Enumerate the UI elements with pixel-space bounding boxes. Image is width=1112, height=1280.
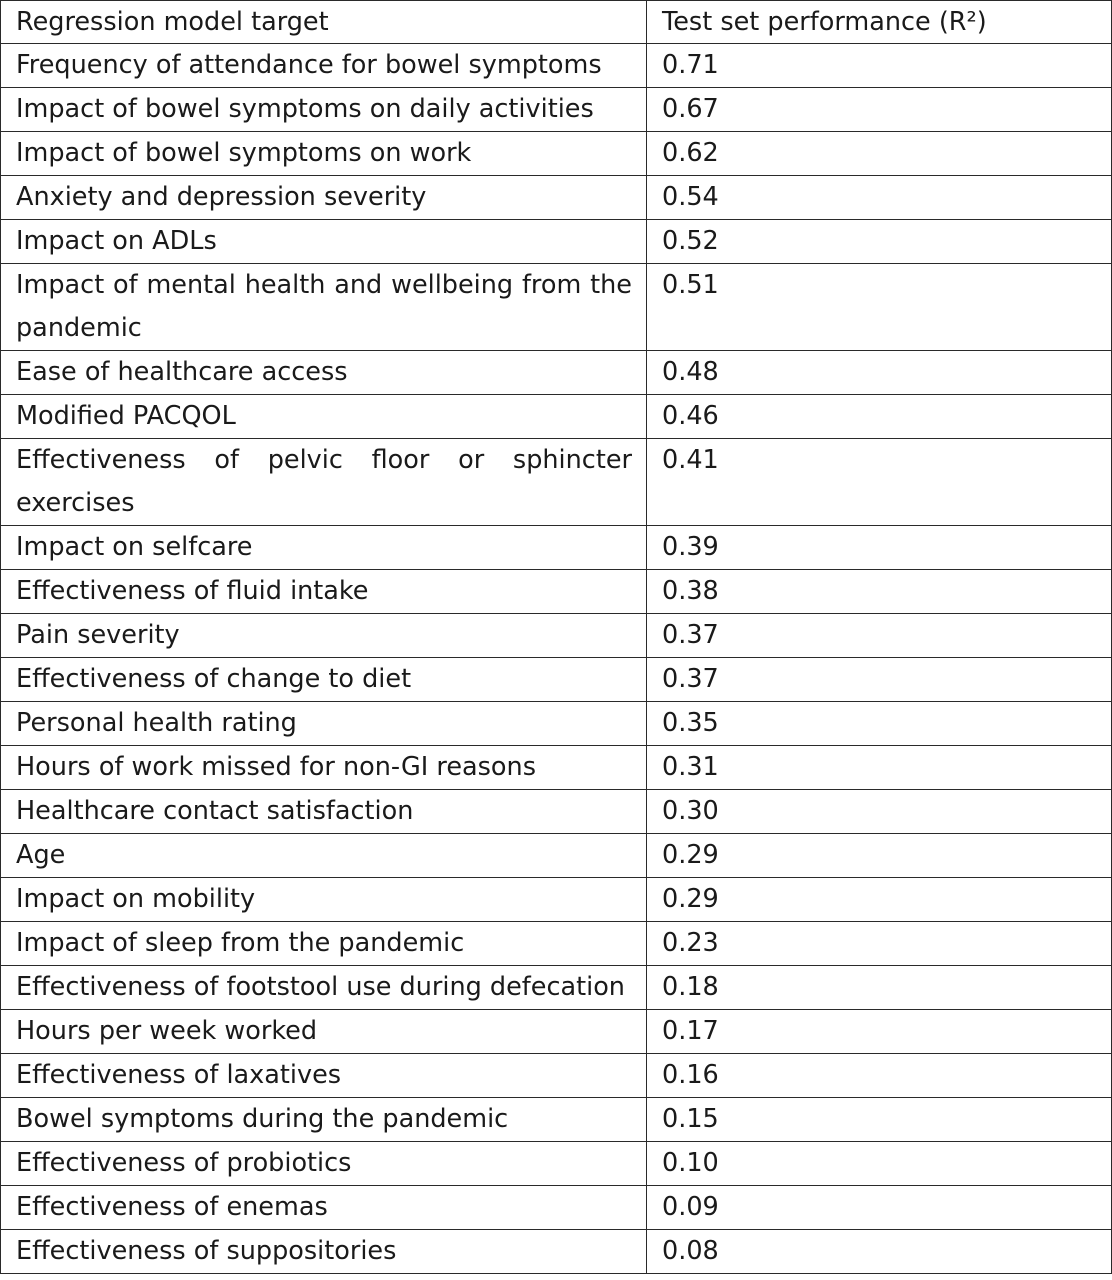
header-row [1,1,1112,44]
target-cell: Age [1,834,647,878]
table-row [1,395,1112,439]
target-cell: Bowel symptoms during the pandemic [1,1098,647,1142]
table-row [1,570,1112,614]
r2-cell: 0.16 [647,1054,1112,1098]
table-row [1,526,1112,570]
target-cell: Ease of healthcare access [1,351,647,395]
target-cell: Healthcare contact satisfaction [1,790,647,834]
table-row [1,132,1112,176]
target-cell: Impact of bowel symptoms on daily activities [1,88,647,132]
target-cell: Personal health rating [1,702,647,746]
r2-cell: 0.10 [647,1142,1112,1186]
r2-cell: 0.67 [647,88,1112,132]
r2-cell: 0.62 [647,132,1112,176]
table-row [1,614,1112,658]
target-cell: Impact of bowel symptoms on work [1,132,647,176]
r2-cell: 0.08 [647,1230,1112,1274]
target-cell: Effectiveness of probiotics [1,1142,647,1186]
target-cell: Effectiveness of suppositories [1,1230,647,1274]
r2-cell: 0.31 [647,746,1112,790]
r2-cell: 0.39 [647,526,1112,570]
target-cell: Effectiveness of footstool use during defecation [1,966,647,1010]
target-cell: Pain severity [1,614,647,658]
table-row [1,176,1112,220]
target-cell: Anxiety and depression severity [1,176,647,220]
r2-cell: 0.18 [647,966,1112,1010]
table-row [1,702,1112,746]
target-cell: Impact on mobility [1,878,647,922]
table-row [1,1010,1112,1054]
target-cell: Effectiveness of enemas [1,1186,647,1230]
r2-cell: 0.48 [647,351,1112,395]
table-row [1,1186,1112,1230]
r2-cell: 0.51 [647,264,1112,351]
table-row [1,44,1112,88]
header-target: Regression model target [1,1,647,44]
table-row [1,878,1112,922]
table-body [1,44,1112,1274]
table-row [1,1142,1112,1186]
target-cell: Effectiveness of change to diet [1,658,647,702]
r2-cell: 0.54 [647,176,1112,220]
table-row [1,351,1112,395]
target-cell: Impact of sleep from the pandemic [1,922,647,966]
table-row [1,439,1112,526]
r2-cell: 0.15 [647,1098,1112,1142]
header-performance: Test set performance (R²) [647,1,1112,44]
r2-cell: 0.17 [647,1010,1112,1054]
table-row [1,220,1112,264]
table-row [1,1054,1112,1098]
r2-cell: 0.30 [647,790,1112,834]
r2-cell: 0.37 [647,614,1112,658]
table-row [1,1098,1112,1142]
target-cell: Effectiveness of fluid intake [1,570,647,614]
r2-cell: 0.38 [647,570,1112,614]
table-row [1,966,1112,1010]
target-cell: Impact of mental health and wellbeing from the pandemic [1,264,647,351]
target-cell: Frequency of attendance for bowel symptoms [1,44,647,88]
table-row [1,922,1112,966]
table-header [1,1,1112,44]
table-row [1,264,1112,351]
r2-cell: 0.35 [647,702,1112,746]
table-row [1,658,1112,702]
target-cell: Effectiveness of laxatives [1,1054,647,1098]
r2-cell: 0.29 [647,878,1112,922]
r2-cell: 0.29 [647,834,1112,878]
target-cell: Impact on selfcare [1,526,647,570]
table-row [1,790,1112,834]
target-cell: Effectiveness of pelvic floor or sphincter exercises [1,439,647,526]
r2-cell: 0.09 [647,1186,1112,1230]
r2-cell: 0.37 [647,658,1112,702]
table-row [1,88,1112,132]
target-cell: Hours of work missed for non-GI reasons [1,746,647,790]
r2-cell: 0.41 [647,439,1112,526]
table-row [1,834,1112,878]
target-cell: Impact on ADLs [1,220,647,264]
target-cell: Hours per week worked [1,1010,647,1054]
r2-cell: 0.23 [647,922,1112,966]
r2-cell: 0.46 [647,395,1112,439]
target-cell: Modified PACQOL [1,395,647,439]
r2-cell: 0.52 [647,220,1112,264]
r2-cell: 0.71 [647,44,1112,88]
table-row [1,746,1112,790]
table-row [1,1230,1112,1274]
